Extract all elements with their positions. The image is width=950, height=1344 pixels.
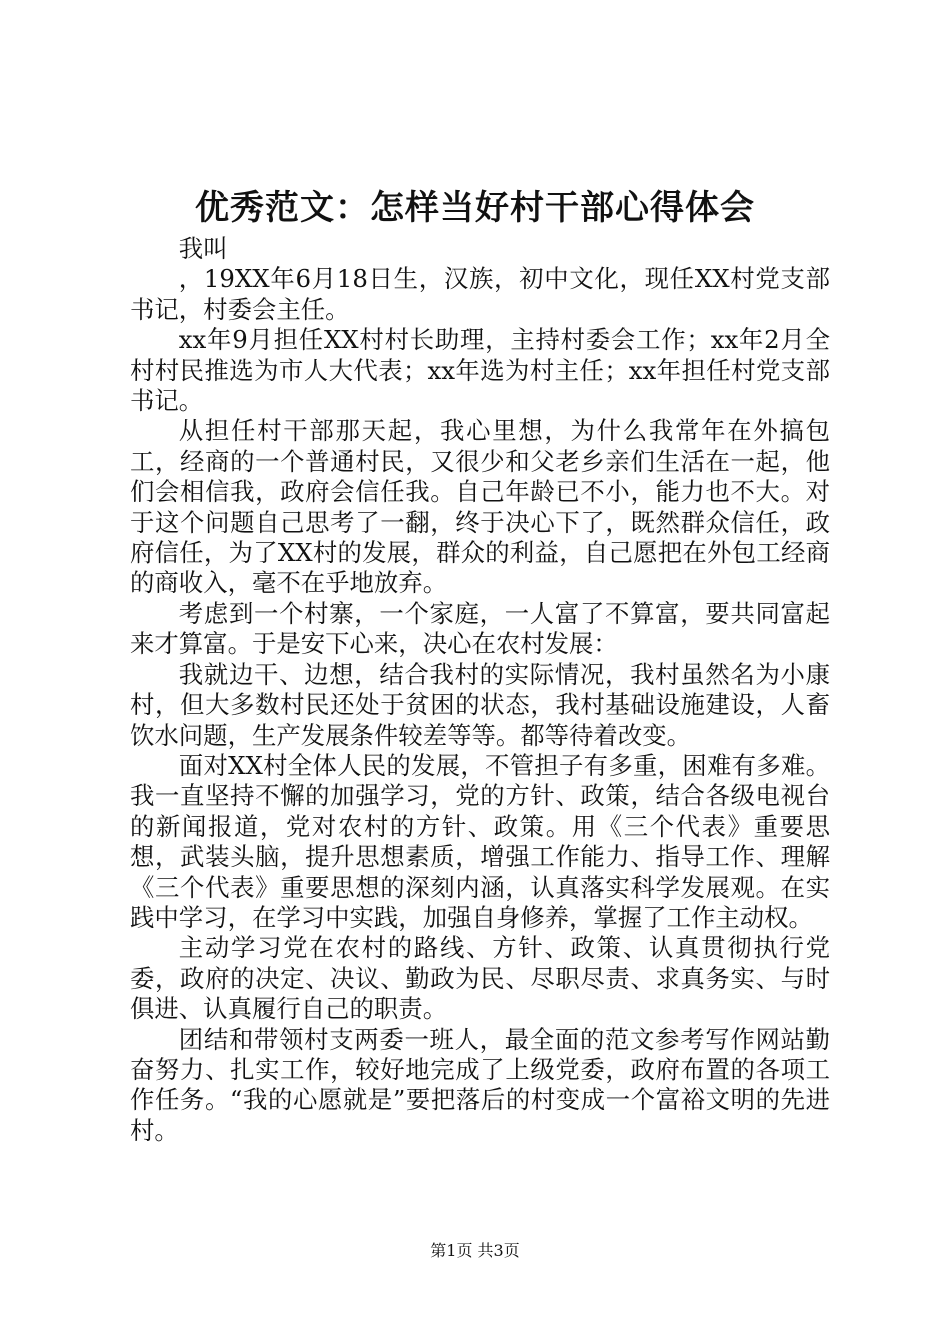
paragraph-study: 面对XX村全体人民的发展，不管担子有多重，困难有多难。我一直坚持不懈的加强学习，党的方针、政策，结合各级电视台的新闻报道，党对农村的方针、政策。用《三个代表》重要思想，武装头脑，提升思想素质，增强工作能力、指导工作、理解《三个代表》重要思想的深刻内涵，认真落实科学发展观。在实践中学习，在学习中实践，加强自身修养，掌握了工作主动权。 xyxy=(130,750,830,932)
paragraph-motivation: 从担任村干部那天起，我心里想，为什么我常年在外搞包工，经商的一个普通村民，又很少和父老乡亲们生活在一起，他们会相信我，政府会信任我。自己年龄已不小，能力也不大。对于这个问题自己思考了一翻，终于决心下了，既然群众信任，政府信任，为了XX村的发展，群众的利益，自己愿把在外包工经商的商收入，毫不在乎地放弃。 xyxy=(130,416,830,598)
paragraph-birth-info: ，19XX年6月18日生，汉族，初中文化，现任XX村党支部书记，村委会主任。 xyxy=(130,264,830,324)
document-body xyxy=(130,234,830,1146)
paragraph-teamwork: 团结和带领村支两委一班人，最全面的范文参考写作网站勤奋努力、扎实工作，较好地完成了上级党委，政府布置的各项工作任务。“我的心愿就是”要把落后的村变成一个富裕文明的先进村。 xyxy=(130,1024,830,1145)
paragraph-name-intro: 我叫 xyxy=(178,234,228,263)
paragraph-career-history: xx年9月担任XX村村长助理，主持村委会工作；xx年2月全村村民推选为市人大代表；xx年选为村主任；xx年担任村党支部书记。 xyxy=(130,325,830,416)
paragraph-policy: 主动学习党在农村的路线、方针、政策、认真贯彻执行党委，政府的决定、决议、勤政为民、尽职尽责、求真务实、与时俱进、认真履行自己的职责。 xyxy=(130,933,830,1024)
document-title: 优秀范文：怎样当好村干部心得体会 xyxy=(195,188,755,228)
paragraph-village-situation: 我就边干、边想，结合我村的实际情况，我村虽然名为小康村，但大多数村民还处于贫困的状态，我村基础设施建设，人畜饮水问题，生产发展条件较差等等。都等待着改变。 xyxy=(130,659,830,750)
page-number-footer: 第1页 共3页 xyxy=(430,1241,520,1260)
paragraph-common-prosperity: 考虑到一个村寨，一个家庭，一人富了不算富，要共同富起来才算富。于是安下心来，决心在农村发展： xyxy=(130,598,830,659)
